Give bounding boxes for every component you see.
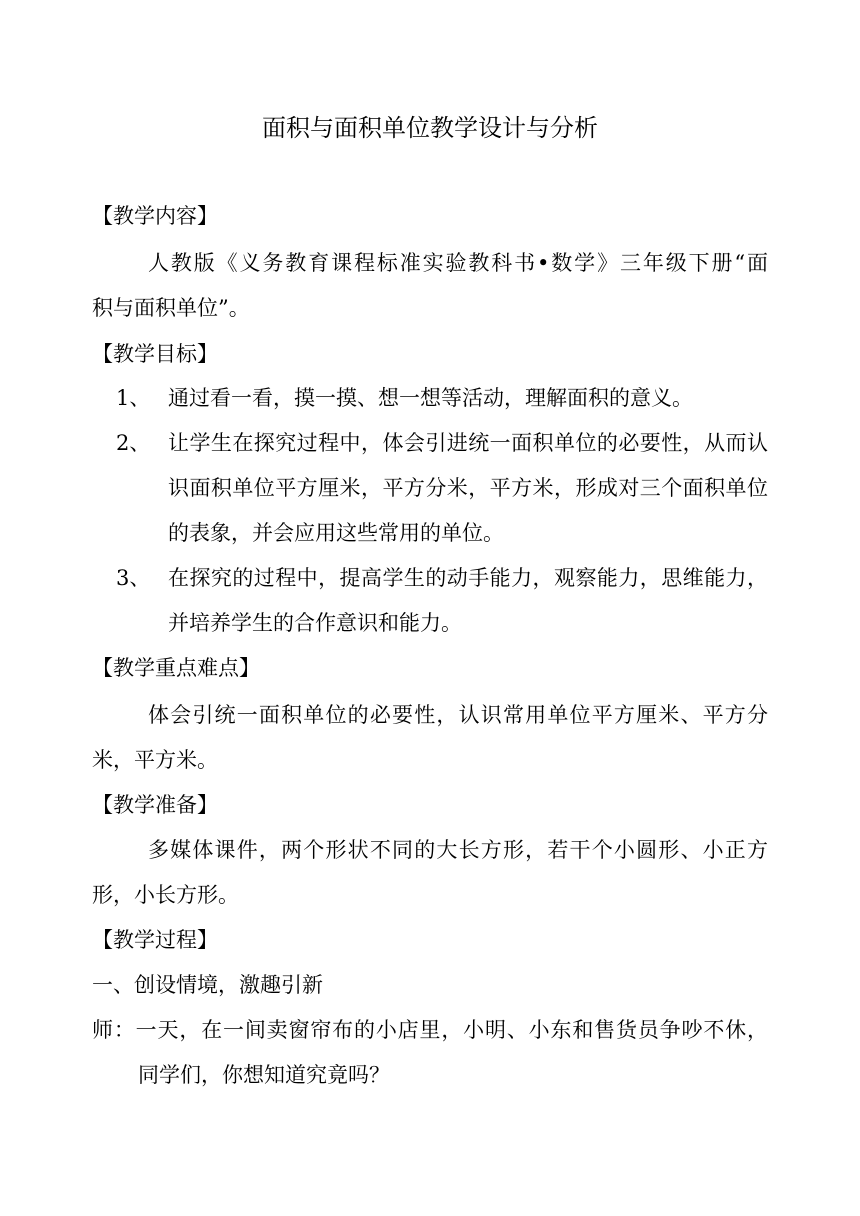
goal-2-line-2: 识面积单位平方厘米，平方分米，平方米，形成对三个面积单位 — [168, 476, 768, 500]
keypoints-paragraph-line-1: 体会引统一面积单位的必要性，认识常用单位平方厘米、平方分 — [148, 703, 768, 727]
prep-paragraph-line-2: 形，小长方形。 — [92, 883, 239, 907]
document-title: 面积与面积单位教学设计与分析 — [262, 114, 598, 142]
section-heading-process: 【教学过程】 — [92, 928, 218, 952]
keypoints-paragraph-line-2: 米，平方米。 — [92, 748, 218, 772]
goal-number-1: 1、 — [116, 386, 151, 410]
teacher-line-2: 同学们，你想知道究竟吗？ — [138, 1063, 390, 1087]
section-heading-goals: 【教学目标】 — [92, 342, 218, 366]
prep-paragraph-line-1: 多媒体课件，两个形状不同的大长方形，若干个小圆形、小正方 — [148, 838, 768, 862]
goal-3-line-1: 在探究的过程中，提高学生的动手能力，观察能力，思维能力， — [168, 566, 768, 590]
content-paragraph-line-1: 人教版《义务教育课程标准实验教科书•数学》三年级下册“面 — [148, 251, 768, 275]
goal-2-line-3: 的表象，并会应用这些常用的单位。 — [168, 521, 504, 545]
goal-3-line-2: 并培养学生的合作意识和能力。 — [168, 611, 462, 635]
goal-number-3: 3、 — [116, 566, 151, 590]
process-step-1: 一、创设情境，激趣引新 — [92, 973, 323, 997]
goal-2-line-1: 让学生在探究过程中，体会引进统一面积单位的必要性，从而认 — [168, 431, 768, 455]
section-heading-keypoints: 【教学重点难点】 — [92, 656, 260, 680]
goal-1-line-1: 通过看一看，摸一摸、想一想等活动，理解面积的意义。 — [168, 386, 693, 410]
section-heading-content: 【教学内容】 — [92, 204, 218, 228]
content-paragraph-line-2: 积与面积单位”。 — [92, 296, 250, 320]
section-heading-prep: 【教学准备】 — [92, 793, 218, 817]
goal-number-2: 2、 — [116, 431, 151, 455]
teacher-line-1: 师：一天，在一间卖窗帘布的小店里，小明、小东和售货员争吵不休， — [92, 1018, 768, 1042]
